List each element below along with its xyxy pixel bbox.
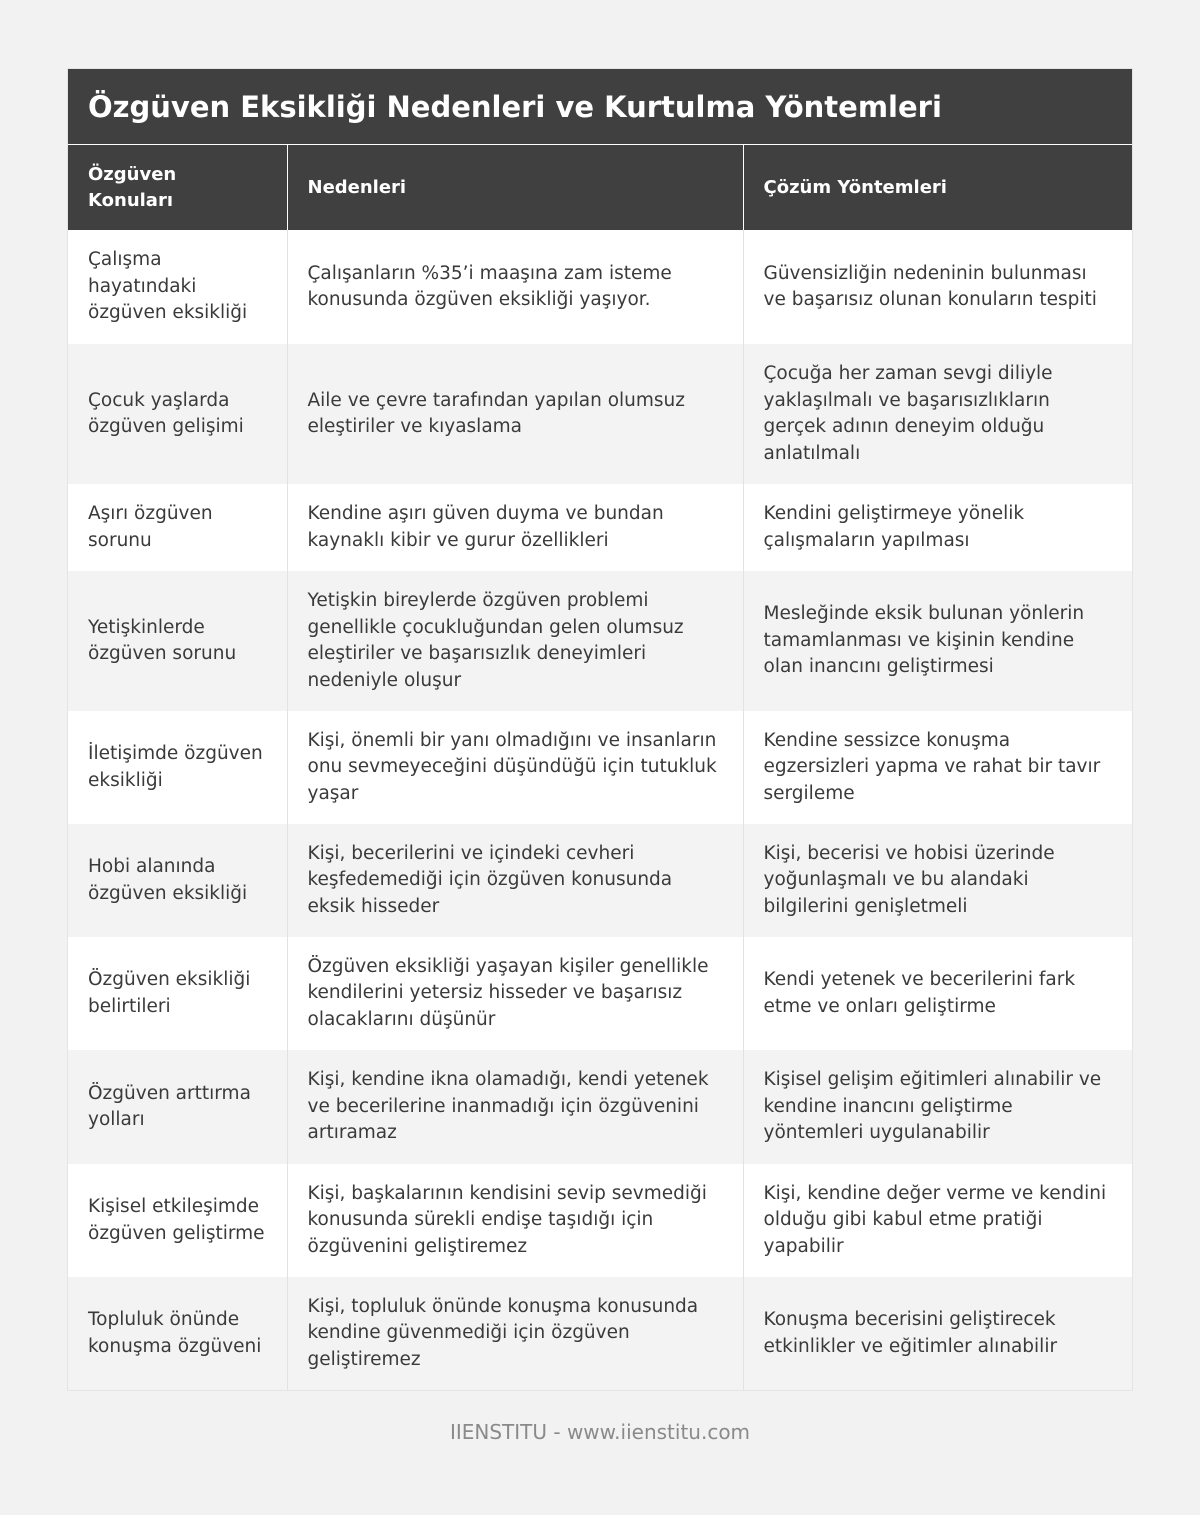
cell-cause: Aile ve çevre tarafından yapılan olumsuz eleştiriler ve kıyaslama — [287, 344, 743, 484]
cell-solution: Kişisel gelişim eğitimleri alınabilir ve kendine inancını geliştirme yöntemleri uygulanabilir — [743, 1050, 1132, 1164]
cell-cause: Kişi, topluluk önünde konuşma konusunda kendine güvenmediği için özgüven geliştiremez — [287, 1277, 743, 1390]
column-header-causes: Nedenleri — [287, 145, 743, 230]
cell-topic: Aşırı özgüven sorunu — [68, 484, 287, 571]
cell-topic: Çocuk yaşlarda özgüven gelişimi — [68, 344, 287, 484]
cell-topic: İletişimde özgüven eksikliği — [68, 711, 287, 824]
table-row — [68, 937, 1132, 1050]
cell-topic: Çalışma hayatındaki özgüven eksikliği — [68, 230, 287, 344]
table-card — [68, 69, 1132, 1390]
cell-solution: Güvensizliğin nedeninin bulunması ve başarısız olunan konuların tespiti — [743, 230, 1132, 344]
cell-solution: Kendine sessizce konuşma egzersizleri yapma ve rahat bir tavır sergileme — [743, 711, 1132, 824]
table-row — [68, 571, 1132, 711]
cell-topic: Kişisel etkileşimde özgüven geliştirme — [68, 1164, 287, 1277]
cell-topic: Özgüven eksikliği belirtileri — [68, 937, 287, 1050]
title-bar — [68, 69, 1132, 145]
table-row — [68, 1050, 1132, 1164]
cell-cause: Kişi, başkalarının kendisini sevip sevmediği konusunda sürekli endişe taşıdığı için özgüvenini geliştiremez — [287, 1164, 743, 1277]
table-row — [68, 230, 1132, 344]
cell-cause: Yetişkin bireylerde özgüven problemi genellikle çocukluğundan gelen olumsuz eleştiriler ve başarısızlık deneyimleri nedeniyle oluşur — [287, 571, 743, 711]
cell-cause: Kişi, önemli bir yanı olmadığını ve insanların onu sevmeyeceğini düşündüğü için tutukluk yaşar — [287, 711, 743, 824]
cell-topic: Topluluk önünde konuşma özgüveni — [68, 1277, 287, 1390]
cell-solution: Kendi yetenek ve becerilerini fark etme ve onları geliştirme — [743, 937, 1132, 1050]
data-table — [68, 145, 1132, 1390]
cell-solution: Kendini geliştirmeye yönelik çalışmaların yapılması — [743, 484, 1132, 571]
table-row — [68, 344, 1132, 484]
column-header-solutions: Çözüm Yöntemleri — [743, 145, 1132, 230]
table-row — [68, 824, 1132, 937]
cell-solution: Konuşma becerisini geliştirecek etkinlikler ve eğitimler alınabilir — [743, 1277, 1132, 1390]
column-header-topics: Özgüven Konuları — [68, 145, 287, 230]
table-row — [68, 484, 1132, 571]
cell-solution: Kişi, kendine değer verme ve kendini olduğu gibi kabul etme pratiği yapabilir — [743, 1164, 1132, 1277]
table-row — [68, 1277, 1132, 1390]
table-row — [68, 1164, 1132, 1277]
header-row — [68, 145, 1132, 230]
cell-cause: Kişi, becerilerini ve içindeki cevheri keşfedemediği için özgüven konusunda eksik hisseder — [287, 824, 743, 937]
cell-cause: Kendine aşırı güven duyma ve bundan kaynaklı kibir ve gurur özellikleri — [287, 484, 743, 571]
cell-solution: Çocuğa her zaman sevgi diliyle yaklaşılmalı ve başarısızlıkların gerçek adının deneyim olduğu anlatılmalı — [743, 344, 1132, 484]
cell-topic: Hobi alanında özgüven eksikliği — [68, 824, 287, 937]
cell-cause: Çalışanların %35’i maaşına zam isteme konusunda özgüven eksikliği yaşıyor. — [287, 230, 743, 344]
cell-solution: Mesleğinde eksik bulunan yönlerin tamamlanması ve kişinin kendine olan inancını geliştirmesi — [743, 571, 1132, 711]
cell-topic: Özgüven arttırma yolları — [68, 1050, 287, 1164]
cell-cause: Kişi, kendine ikna olamadığı, kendi yetenek ve becerilerine inanmadığı için özgüvenini artıramaz — [287, 1050, 743, 1164]
cell-topic: Yetişkinlerde özgüven sorunu — [68, 571, 287, 711]
cell-cause: Özgüven eksikliği yaşayan kişiler genellikle kendilerini yetersiz hisseder ve başarısız olacaklarını düşünür — [287, 937, 743, 1050]
footer-credit: IIENSTITU - www.iienstitu.com — [449, 1420, 751, 1444]
table-row — [68, 711, 1132, 824]
page-title: Özgüven Eksikliği Nedenleri ve Kurtulma Yöntemleri — [88, 89, 942, 124]
cell-solution: Kişi, becerisi ve hobisi üzerinde yoğunlaşmalı ve bu alandaki bilgilerini genişletmeli — [743, 824, 1132, 937]
